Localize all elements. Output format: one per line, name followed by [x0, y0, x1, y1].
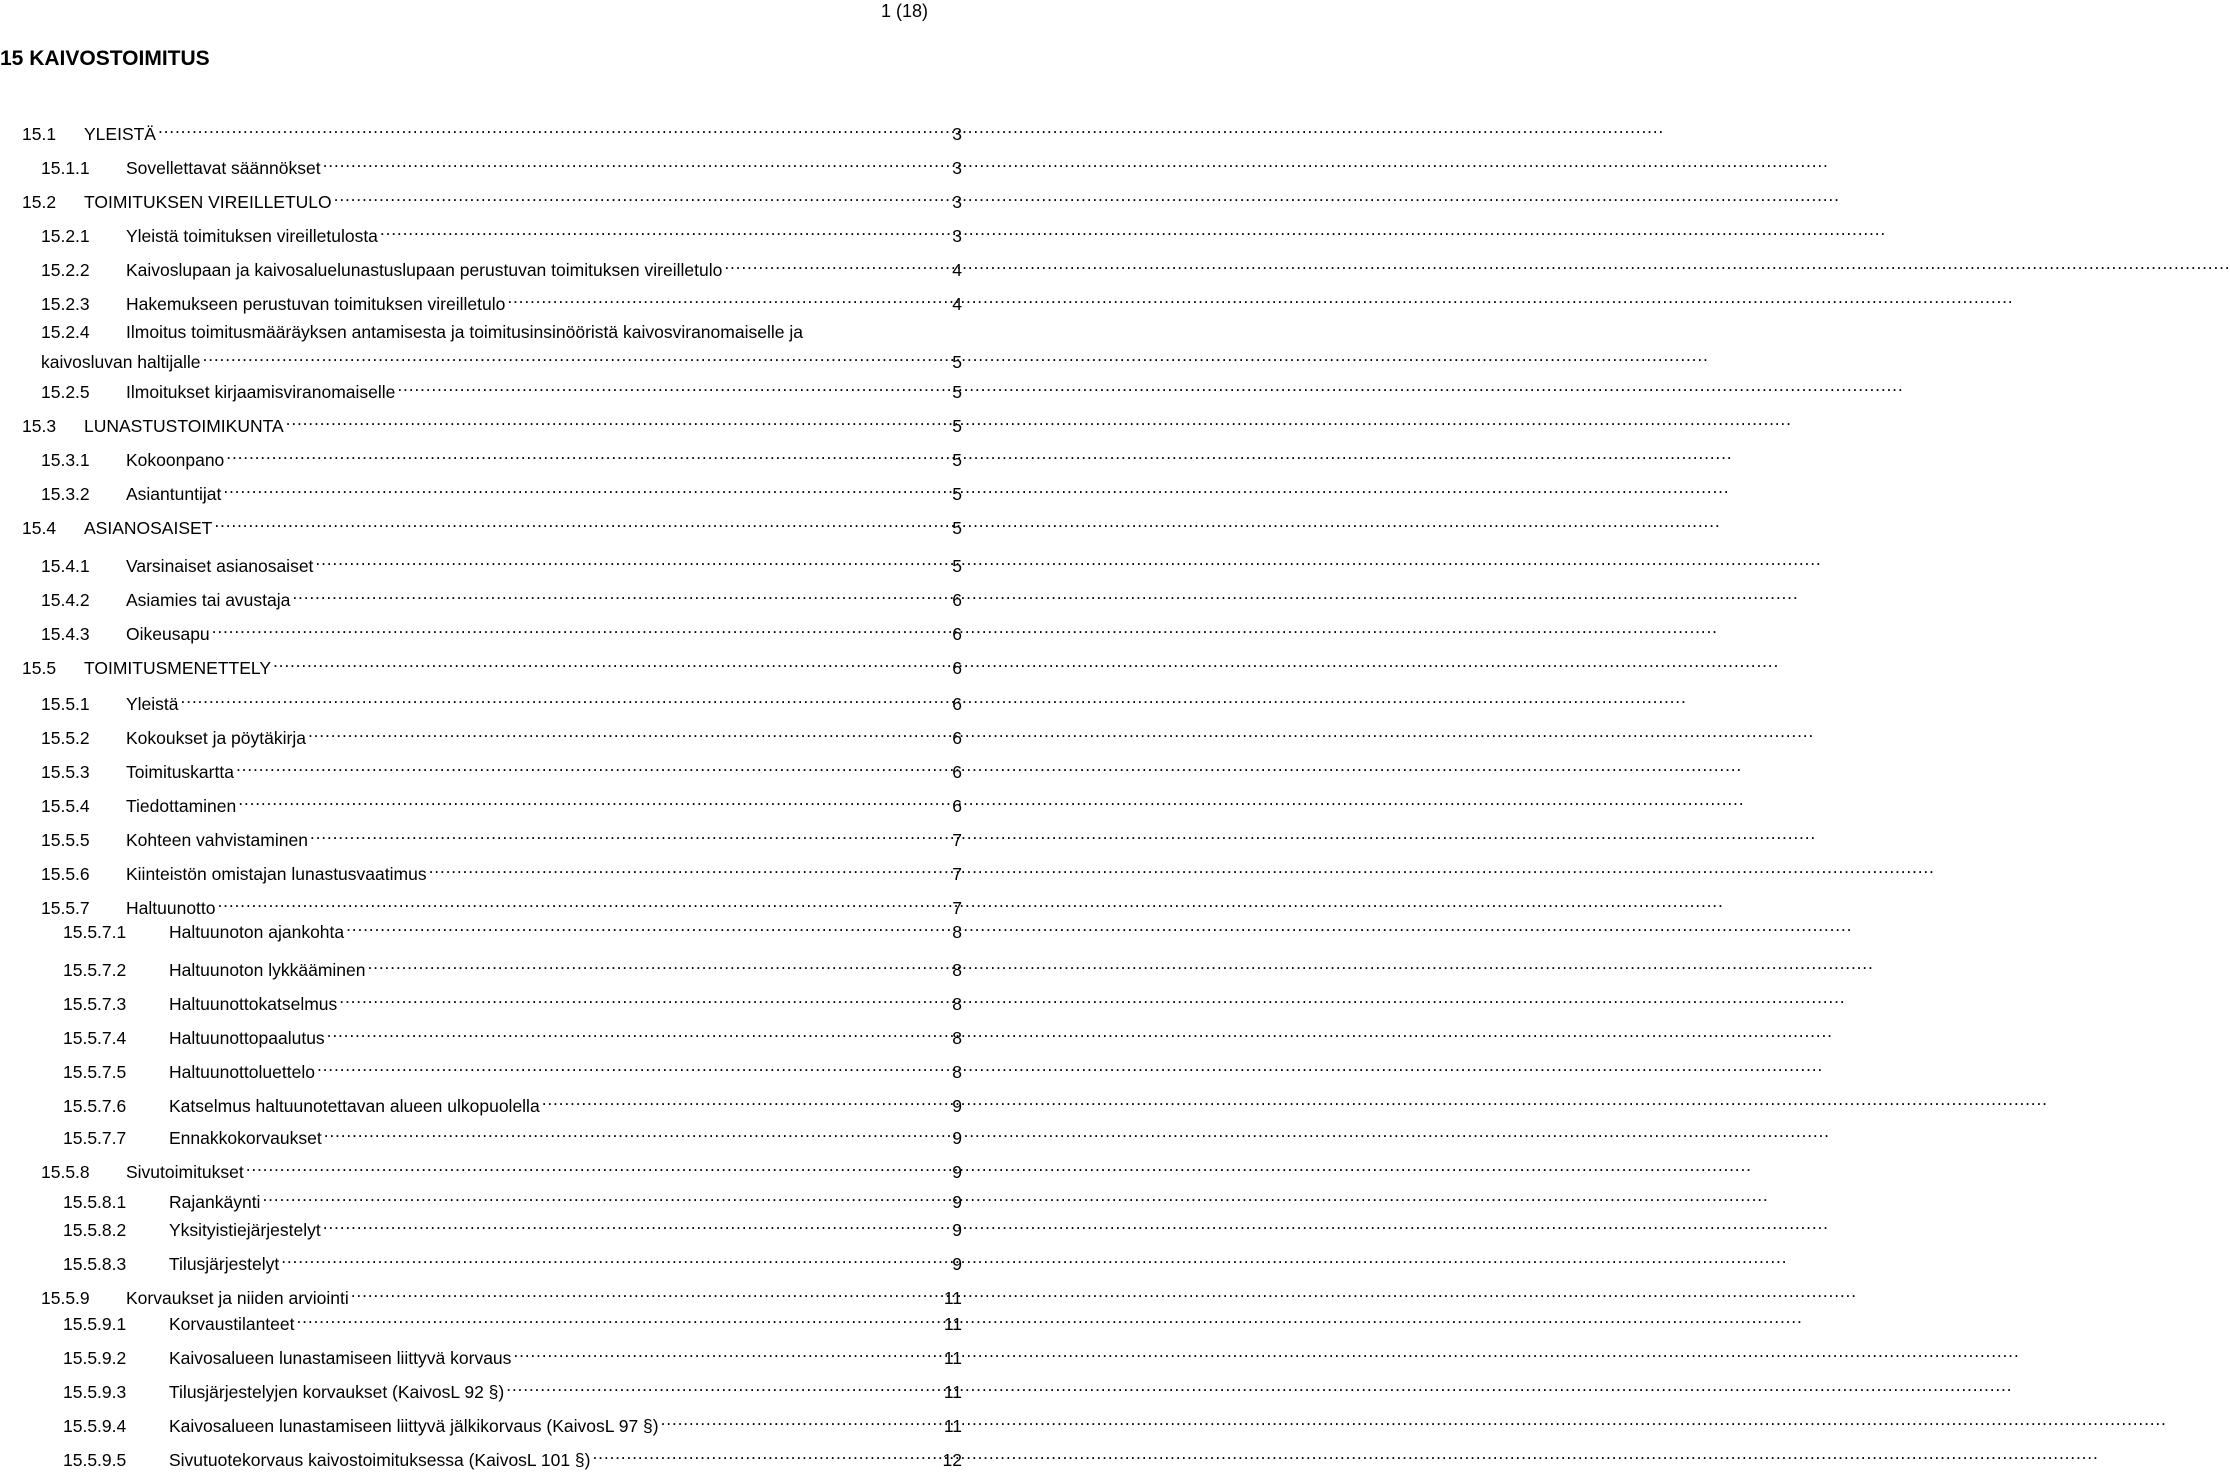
- toc-leader-dots: [346, 914, 949, 938]
- toc-page-number: 7: [952, 830, 962, 850]
- toc-leader-dots: [181, 686, 950, 710]
- toc-page-number: 9: [952, 1128, 962, 1148]
- toc-page-number: 5: [952, 518, 962, 538]
- toc-title: LUNASTUSTOIMIKUNTA: [84, 416, 284, 436]
- toc-entry[interactable]: [41, 442, 962, 472]
- toc-number: 15.5.5: [41, 830, 90, 850]
- toc-page-number: 7: [952, 898, 962, 918]
- toc-leader-dots: [158, 116, 949, 140]
- toc-title: Asiamies tai avustaja: [126, 590, 291, 610]
- toc-entry[interactable]: [41, 252, 962, 282]
- toc-title: Tilusjärjestelyt: [169, 1254, 280, 1274]
- toc-title: Hakemukseen perustuvan toimituksen vireilletulo: [126, 294, 506, 314]
- toc-entry[interactable]: [22, 116, 962, 146]
- toc-page-number: 6: [952, 624, 962, 644]
- toc-entry[interactable]: [41, 856, 962, 886]
- toc-title: Haltuunoton ajankohta: [169, 922, 345, 942]
- toc-number: 15.5.4: [41, 796, 90, 816]
- toc-entry[interactable]: [41, 286, 962, 316]
- toc-title: Katselmus haltuunotettavan alueen ulkopuolella: [169, 1096, 540, 1116]
- toc-number: 15.5.2: [41, 728, 90, 748]
- toc-page-number: 8: [952, 994, 962, 1014]
- toc-leader-dots: [324, 1120, 950, 1144]
- toc-leader-dots: [262, 1184, 949, 1208]
- toc-entry[interactable]: [63, 1120, 962, 1150]
- toc-entry[interactable]: [22, 408, 962, 438]
- toc-number: 15.5.7.1: [63, 922, 127, 942]
- toc-page-number: 3: [952, 158, 962, 178]
- toc-title: Tilusjärjestelyjen korvaukset (KaivosL 92 §): [169, 1382, 505, 1402]
- toc-entry[interactable]: [41, 548, 962, 578]
- toc-leader-dots: [429, 856, 950, 880]
- toc-leader-dots: [507, 286, 949, 310]
- toc-number: 15.5.8.3: [63, 1254, 127, 1274]
- toc-page-number: 4: [952, 294, 962, 314]
- toc-page-number: 5: [952, 416, 962, 436]
- toc-leader-dots: [212, 616, 950, 640]
- toc-number: 15.5.7.5: [63, 1062, 127, 1082]
- toc-page-number: 3: [952, 226, 962, 246]
- toc-entry[interactable]: [63, 986, 962, 1016]
- toc-page-number: 11: [943, 1288, 962, 1308]
- toc-number: 15.2.2: [41, 260, 90, 280]
- toc-entry[interactable]: [41, 476, 962, 506]
- toc-page-number: 8: [952, 1028, 962, 1048]
- toc-entry[interactable]: [41, 374, 962, 404]
- toc-title: Ilmoitus toimitusmääräyksen antamisesta ja toimitusinsinööristä kaivosviranomaiselle ja: [126, 322, 803, 342]
- toc-entry[interactable]: [63, 1088, 962, 1118]
- toc-number: 15.1.1: [41, 158, 90, 178]
- toc-leader-dots: [351, 1280, 941, 1304]
- toc-entry[interactable]: [22, 510, 962, 540]
- toc-page-number: 8: [952, 1062, 962, 1082]
- toc-leader-dots: [323, 150, 950, 174]
- toc-number: 15.5.7: [41, 898, 90, 918]
- toc-page-number: 8: [952, 960, 962, 980]
- toc-entry[interactable]: [41, 218, 962, 248]
- toc-page-number: 6: [952, 590, 962, 610]
- toc-leader-dots: [286, 408, 950, 432]
- toc-title: Sivutuotekorvaus kaivostoimituksessa (KaivosL 101 §): [169, 1450, 591, 1470]
- toc-leader-dots: [368, 952, 950, 976]
- toc-number: 15.5.9.3: [63, 1382, 127, 1402]
- toc-number: 15.5.3: [41, 762, 90, 782]
- toc-page-number: 11: [943, 1382, 962, 1402]
- toc-number: 15.4.1: [41, 556, 90, 576]
- toc-leader-dots: [226, 442, 949, 466]
- toc-title: Yleistä toimituksen vireilletulosta: [126, 226, 378, 246]
- toc-title: Korvaustilanteet: [169, 1314, 295, 1334]
- toc-number: 15.4.2: [41, 590, 90, 610]
- toc-entry[interactable]: [41, 582, 962, 612]
- toc-number: 15.5: [22, 658, 57, 678]
- toc-page-number: 9: [952, 1096, 962, 1116]
- toc-leader-dots: [292, 582, 949, 606]
- toc-title: Ennakkokorvaukset: [169, 1128, 322, 1148]
- toc-title: Yleistä: [126, 694, 179, 714]
- toc-leader-dots: [334, 184, 950, 208]
- toc-title: Kokoonpano: [126, 450, 225, 470]
- toc-entry[interactable]: [63, 1020, 962, 1050]
- toc-number: 15.5.9.4: [63, 1416, 127, 1436]
- toc-page-number: 6: [952, 728, 962, 748]
- toc-page-number: 3: [952, 124, 962, 144]
- toc-leader-dots: [323, 1212, 950, 1236]
- toc-page-number: 6: [952, 796, 962, 816]
- toc-number: 15.5.9.1: [63, 1314, 127, 1334]
- toc-number: 15.2.4: [41, 322, 90, 342]
- toc-entry[interactable]: [41, 822, 962, 852]
- toc-entry[interactable]: [41, 320, 962, 374]
- toc-title: Korvaukset ja niiden arviointi: [126, 1288, 349, 1308]
- toc-title: TOIMITUKSEN VIREILLETULO: [84, 192, 332, 212]
- toc-title: Haltuunottoluettelo: [169, 1062, 315, 1082]
- toc-number: 15.1: [22, 124, 57, 144]
- toc-leader-dots: [236, 754, 949, 778]
- toc-title: Oikeusapu: [126, 624, 210, 644]
- toc-number: 15.5.8.1: [63, 1192, 127, 1212]
- toc-number: 15.2.3: [41, 294, 90, 314]
- toc-title: Haltuunotto: [126, 898, 216, 918]
- toc-page-number: 9: [952, 1162, 962, 1182]
- toc-entry[interactable]: [22, 184, 962, 214]
- toc-number: 15.2: [22, 192, 57, 212]
- toc-title: Kaivoslupaan ja kaivosaluelunastuslupaan perustuvan toimituksen vireilletulo: [126, 260, 723, 280]
- toc-leader-dots: [380, 218, 949, 242]
- toc-leader-dots: [315, 548, 949, 572]
- toc-title: Sivutoimitukset: [126, 1162, 244, 1182]
- toc-page-number: 9: [952, 1220, 962, 1240]
- toc-page-number: 7: [952, 864, 962, 884]
- toc-entry[interactable]: [63, 1340, 962, 1370]
- toc-entry[interactable]: [63, 952, 962, 982]
- toc-number: 15.4: [22, 518, 57, 538]
- toc-leader-dots: [246, 1154, 950, 1178]
- toc-page-number: 11: [943, 1314, 962, 1334]
- toc-entry[interactable]: [63, 1442, 962, 1472]
- toc-entry[interactable]: [63, 1212, 962, 1242]
- toc-title: Kokoukset ja pöytäkirja: [126, 728, 306, 748]
- toc-page-number: 8: [952, 922, 962, 942]
- toc-entry[interactable]: [63, 1054, 962, 1084]
- toc-leader-dots: [310, 822, 949, 846]
- toc-number: 15.5.8: [41, 1162, 90, 1182]
- toc-page-number: 6: [952, 694, 962, 714]
- toc-leader-dots: [297, 1306, 941, 1330]
- toc-entry[interactable]: [63, 1374, 962, 1404]
- toc-page-number: 9: [952, 1254, 962, 1274]
- toc-entry[interactable]: [41, 150, 962, 180]
- toc-title: Toimituskartta: [126, 762, 234, 782]
- toc-page-number: 5: [952, 352, 962, 372]
- toc-entry[interactable]: [63, 1306, 962, 1336]
- toc-title: Kaivosalueen lunastamiseen liittyvä korvaus: [169, 1348, 512, 1368]
- toc-title: TOIMITUSMENETTELY: [84, 658, 272, 678]
- toc-leader-dots: [273, 650, 949, 674]
- toc-number: 15.2.1: [41, 226, 90, 246]
- document-title: 15 KAIVOSTOIMITUS: [0, 47, 210, 70]
- toc-number: 15.5.7.7: [63, 1128, 127, 1148]
- toc-page-number: 9: [952, 1192, 962, 1212]
- toc-number: 15.3.1: [41, 450, 90, 470]
- toc-number: 15.5.1: [41, 694, 90, 714]
- toc-number: 15.2.5: [41, 382, 90, 402]
- toc-number: 15.3.2: [41, 484, 90, 504]
- toc-title: Kiinteistön omistajan lunastusvaatimus: [126, 864, 427, 884]
- toc-number: 15.4.3: [41, 624, 90, 644]
- toc-entry[interactable]: [41, 686, 962, 716]
- toc-number: 15.5.7.3: [63, 994, 127, 1014]
- toc-page-number: 6: [952, 658, 962, 678]
- toc-leader-dots: [218, 890, 950, 914]
- toc-page-number: 5: [952, 450, 962, 470]
- toc-leader-dots: [238, 788, 949, 812]
- toc-leader-dots: [542, 1088, 950, 1112]
- toc-leader-dots: [327, 1020, 950, 1044]
- toc-page-number: 6: [952, 762, 962, 782]
- toc-number: 15.5.9.5: [63, 1450, 127, 1470]
- toc-leader-dots: [317, 1054, 949, 1078]
- toc-leader-dots: [661, 1408, 941, 1432]
- toc-title: Haltuunoton lykkääminen: [169, 960, 366, 980]
- page-number: 1 (18): [880, 1, 928, 21]
- toc-entry[interactable]: [22, 650, 962, 680]
- toc-entry[interactable]: [63, 914, 962, 944]
- toc-number: 15.5.8.2: [63, 1220, 127, 1240]
- toc-entry[interactable]: [63, 1184, 962, 1214]
- toc-page-number: 11: [943, 1348, 962, 1368]
- toc-page-number: 5: [952, 556, 962, 576]
- toc-leader-dots: [593, 1442, 940, 1466]
- toc-leader-dots: [214, 510, 949, 534]
- toc-entry[interactable]: [41, 754, 962, 784]
- toc-number: 15.5.7.6: [63, 1096, 127, 1116]
- toc-title: YLEISTÄ: [84, 124, 156, 144]
- toc-page-number: 12: [942, 1450, 962, 1470]
- toc-leader-dots: [203, 344, 950, 368]
- toc-title: Tiedottaminen: [126, 796, 237, 816]
- toc-leader-dots: [506, 1374, 941, 1398]
- toc-title: Rajankäynti: [169, 1192, 261, 1212]
- toc-entry[interactable]: [41, 720, 962, 750]
- toc-title: Sovellettavat säännökset: [126, 158, 321, 178]
- toc-title: Varsinaiset asianosaiset: [126, 556, 314, 576]
- toc-number: 15.5.7.2: [63, 960, 127, 980]
- toc-number: 15.5.9: [41, 1288, 90, 1308]
- toc-title-continuation: kaivosluvan haltijalle: [41, 352, 201, 372]
- toc-entry[interactable]: [63, 1246, 962, 1276]
- toc-title: Yksityistiejärjestelyt: [169, 1220, 321, 1240]
- toc-leader-dots: [724, 252, 949, 276]
- toc-entry[interactable]: [41, 788, 962, 818]
- toc-title: Haltuunottokatselmus: [169, 994, 338, 1014]
- toc-page-number: 3: [952, 192, 962, 212]
- toc-title: Asiantuntijat: [126, 484, 222, 504]
- toc-number: 15.3: [22, 416, 57, 436]
- toc-entry[interactable]: [41, 1154, 962, 1184]
- toc-title: Kaivosalueen lunastamiseen liittyvä jälkikorvaus (KaivosL 97 §): [169, 1416, 659, 1436]
- toc-title: Haltuunottopaalutus: [169, 1028, 325, 1048]
- toc-number: 15.5.7.4: [63, 1028, 127, 1048]
- toc-number: 15.5.6: [41, 864, 90, 884]
- toc-title: Kohteen vahvistaminen: [126, 830, 308, 850]
- toc-leader-dots: [223, 476, 949, 500]
- toc-leader-dots: [308, 720, 949, 744]
- toc-entry[interactable]: [41, 616, 962, 646]
- toc-number: 15.5.9.2: [63, 1348, 127, 1368]
- toc-title: ASIANOSAISET: [84, 518, 213, 538]
- toc-leader-dots: [339, 986, 949, 1010]
- toc-leader-dots: [281, 1246, 949, 1270]
- toc-leader-dots: [397, 374, 949, 398]
- toc-page-number: 11: [943, 1416, 962, 1436]
- toc-leader-dots: [513, 1340, 940, 1364]
- toc-page-number: 5: [952, 382, 962, 402]
- toc-page-number: 5: [952, 484, 962, 504]
- toc-title: Ilmoitukset kirjaamisviranomaiselle: [126, 382, 396, 402]
- toc-entry[interactable]: [63, 1408, 962, 1438]
- toc-page-number: 4: [952, 260, 962, 280]
